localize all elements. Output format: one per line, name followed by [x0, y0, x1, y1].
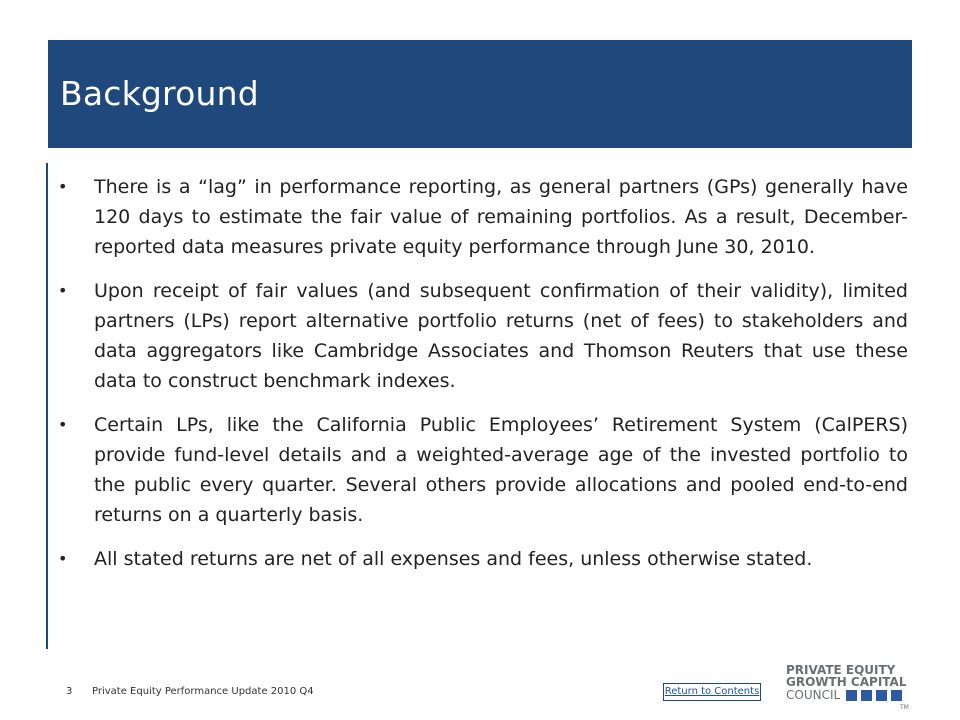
bullet-text: Upon receipt of fair values (and subsequent confirmation of their validity), limited partners (LPs) report alternative portfolio returns (net of fees) to stakeholders and data aggregators like Cambridge Associates and Thomson Reuters that use these data to construct benchmark indexes. — [94, 280, 908, 392]
page-number: 3 — [66, 686, 73, 697]
logo-square-icon — [846, 690, 857, 701]
logo-line-2: GROWTH CAPITAL — [786, 675, 907, 689]
bullet-icon: • — [58, 177, 68, 196]
bullet-item — [58, 544, 908, 574]
logo-square-icon — [891, 690, 902, 701]
left-accent-rule — [46, 163, 48, 649]
bullet-text: All stated returns are net of all expenses and fees, unless otherwise stated. — [94, 548, 813, 570]
pegcc-logo — [786, 663, 910, 711]
logo-line-3-container — [786, 688, 910, 702]
logo-squares — [846, 690, 902, 701]
title-banner — [48, 40, 912, 148]
logo-square-icon — [861, 690, 872, 701]
logo-line-3: COUNCIL — [786, 688, 841, 702]
bullet-text: There is a “lag” in performance reporting, as general partners (GPs) generally have 120 days to estimate the fair value of remaining portfolios. As a result, December-reported data measures private equity performance through June 30, 2010. — [94, 176, 908, 258]
bullet-list — [58, 172, 908, 588]
trademark-mark: TM — [900, 704, 909, 711]
footer-document-title: Private Equity Performance Update 2010 Q4 — [92, 686, 314, 697]
bullet-icon: • — [58, 549, 68, 568]
page-title: Background — [60, 74, 259, 113]
bullet-text: Certain LPs, like the California Public Employees’ Retirement System (CalPERS) provide fund-level details and a weighted-average age of the invested portfolio to the public every quarter. Several others provide allocations and pooled end-to-end returns on a quarterly basis. — [94, 414, 908, 526]
bullet-icon: • — [58, 281, 68, 300]
logo-square-icon — [876, 690, 887, 701]
bullet-icon: • — [58, 415, 68, 434]
bullet-item — [58, 172, 908, 262]
logo-line-1: PRIVATE EQUITY — [786, 663, 896, 677]
return-to-contents-link[interactable]: Return to Contents — [663, 683, 761, 701]
bullet-item — [58, 410, 908, 530]
bullet-item — [58, 276, 908, 396]
